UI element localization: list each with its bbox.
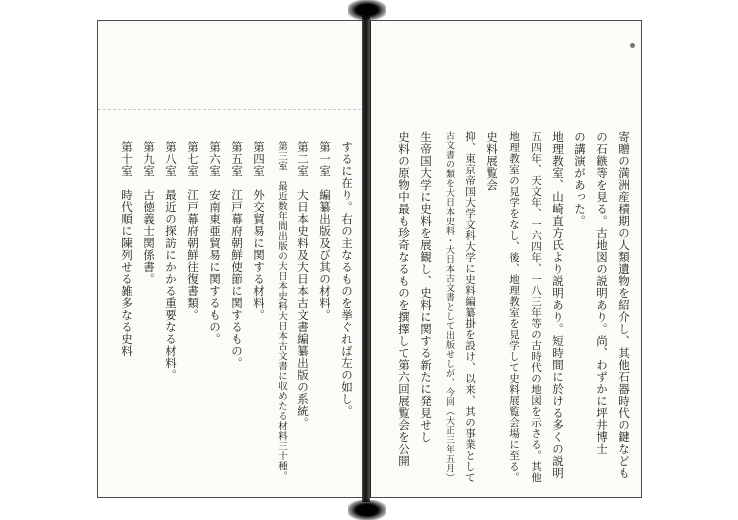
left-column-9: 第八室 最近の探訪にかかる重要なる材料。 bbox=[164, 141, 178, 381]
right-column-10: 生帝国大学に史料を展観し、史料に関する新たに発見せし bbox=[419, 131, 433, 443]
left-page bbox=[97, 20, 366, 498]
left-column-5: 第四室 外交貿易に関する材料。 bbox=[252, 141, 266, 321]
right-column-5: 五四年、天文年、一六四年、一八三年等の古時代の地図を示さる。其他 bbox=[530, 131, 542, 483]
right-page bbox=[370, 20, 642, 498]
right-column-1: 寄贈の満洲産積期の人類遺物を紹介し、其他石器時代の鍵なども bbox=[617, 131, 631, 479]
left-column-7: 第六室 安南東亜貿易に関するもの。 bbox=[208, 141, 222, 345]
right-column-9: 古文書の類を大日本史料・大日本古文書として出版せしが、今回（大正三年五月） bbox=[444, 131, 454, 483]
left-column-4: 第三室 最近数年間出版の大日本史料大日本古文書に収めたる材料三十種。 bbox=[276, 141, 287, 481]
page-rule bbox=[98, 109, 366, 110]
right-column-8: 抑、東京帝国大学文科大学に史料編纂掛を設け、以来、其の事業として bbox=[464, 131, 476, 483]
book-spine bbox=[362, 16, 370, 502]
right-column-11: 史料の原物中最も珍奇なるものを撰擇して第六回展覧会を公開 bbox=[397, 131, 411, 467]
right-column-7: 史料展覧会 bbox=[485, 131, 499, 191]
right-column-4: 地理教室、山崎直方氏より説明あり。短時間に於ける多くの説明 bbox=[551, 131, 565, 479]
left-column-1: するに在り。右の主なるものを挙ぐれば左の如し。 bbox=[340, 141, 354, 417]
left-column-3: 第二室 大日本史料及大日本古文書編纂出版の系統。 bbox=[296, 141, 310, 429]
left-column-8: 第七室 江戸幕府朝鮮往復書類。 bbox=[186, 141, 200, 321]
left-column-11: 第十室 時代順に陳列せる雑多なる史料 bbox=[120, 141, 134, 357]
binding-shadow-top bbox=[348, 0, 386, 20]
right-column-3: の講演があった。 bbox=[573, 131, 587, 227]
right-column-2: の石鏃等を見る。古地図の説明あり。尚、わずかに坪井博士 bbox=[595, 131, 609, 455]
right-column-6: 地理教室の見学をなし、後、地理教室を見学して史料展覧会場に至る。 bbox=[508, 131, 520, 483]
left-column-6: 第五室 江戸幕府朝鮮使節に関するもの。 bbox=[230, 141, 244, 369]
binding-shadow-bottom bbox=[348, 500, 386, 520]
page-mark bbox=[630, 43, 635, 48]
left-column-2: 第一室 編纂出版及び其の材料。 bbox=[318, 141, 332, 321]
left-column-10: 第九室 古徳義士関係書。 bbox=[142, 141, 156, 285]
